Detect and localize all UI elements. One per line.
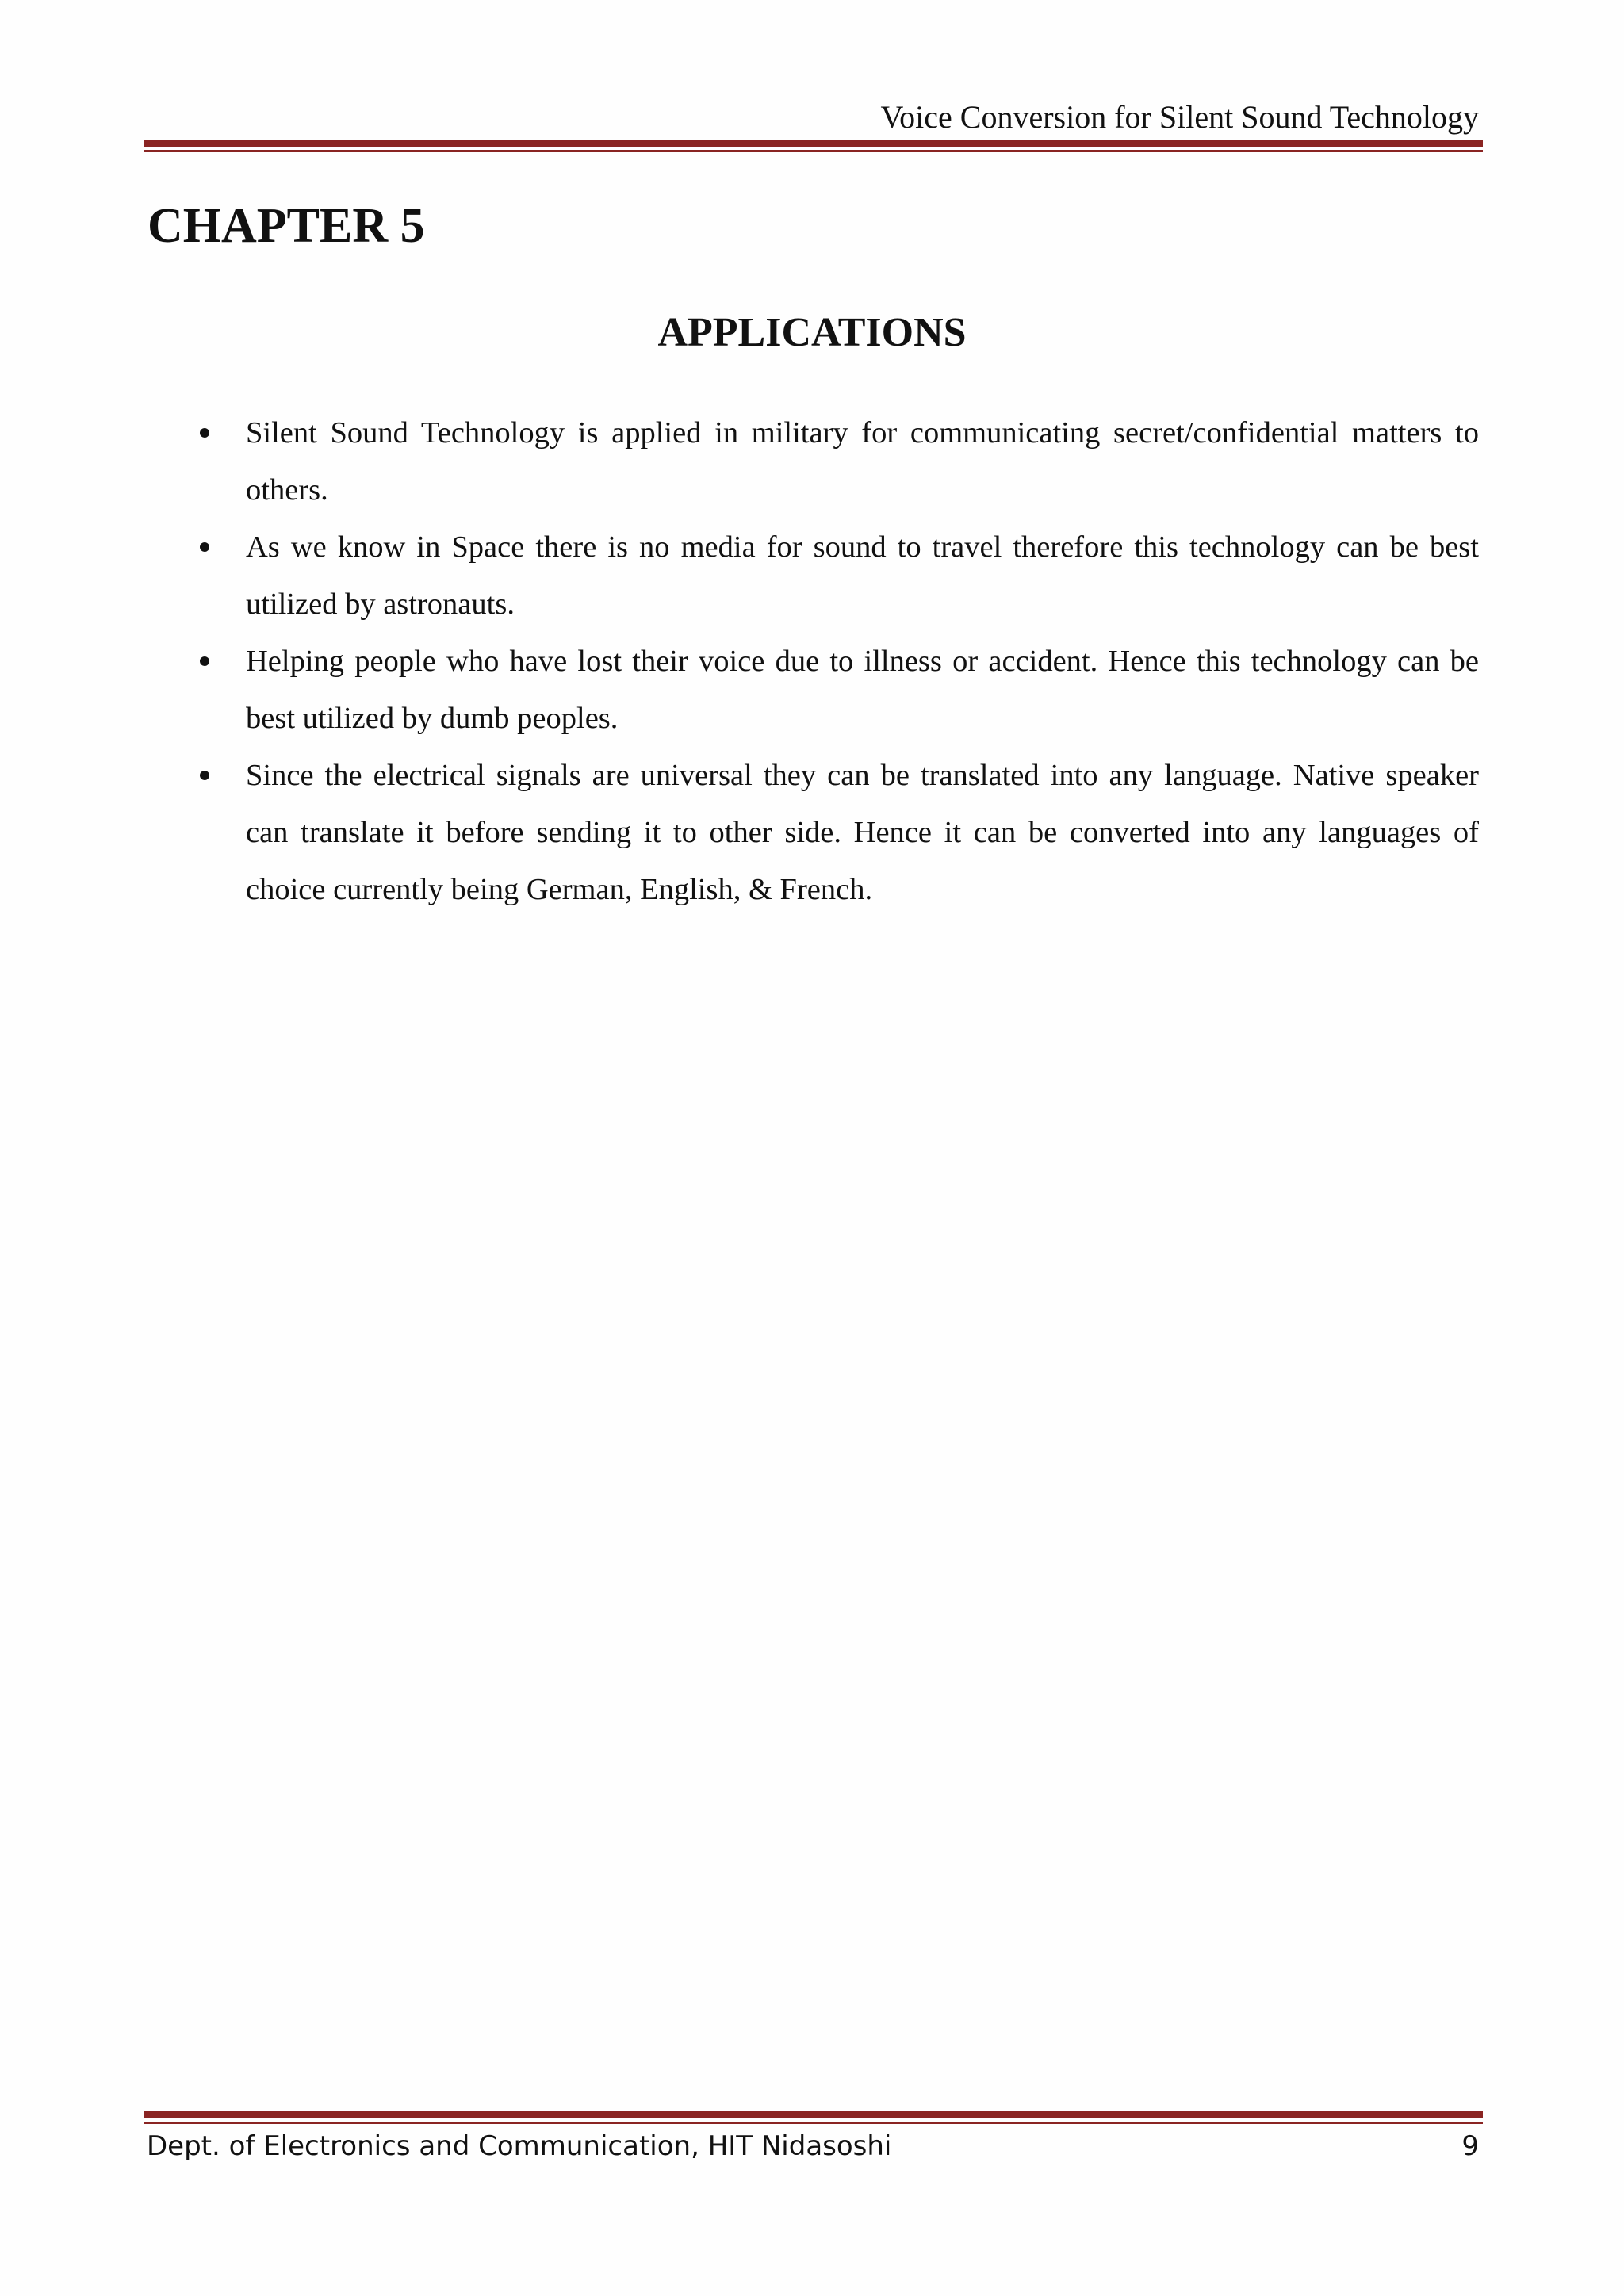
chapter-title: APPLICATIONS (657, 310, 967, 355)
list-item-text: Since the electrical signals are universal they can be translated into any language. Native speaker can translate it before sending it to other side. Hence it can be converted into any languages of choice currently being German, English, & French. (246, 759, 1479, 906)
header-rule-thick-line (144, 140, 1483, 147)
header-rule-thin-line (144, 150, 1483, 152)
footer-rule-thick-line (144, 2111, 1483, 2118)
footer-rule (144, 2111, 1483, 2124)
bullet-icon (200, 656, 209, 666)
bullet-icon (200, 771, 209, 780)
bullet-icon (200, 542, 209, 552)
footer-rule-thin-line (144, 2122, 1483, 2124)
list-item (246, 633, 1479, 747)
header-rule (144, 140, 1483, 152)
applications-list (246, 404, 1479, 918)
page-number: 9 (1461, 2130, 1479, 2162)
list-item-text: As we know in Space there is no media for sound to travel therefore this technology can be best utilized by astronauts. (246, 530, 1479, 621)
footer-department: Dept. of Electronics and Communication, HIT Nidasoshi (147, 2130, 892, 2162)
list-item (246, 404, 1479, 519)
list-item-text: Helping people who have lost their voice due to illness or accident. Hence this technology can be best utilized by dumb peoples. (246, 645, 1479, 735)
list-item-text: Silent Sound Technology is applied in military for communicating secret/confidential matters to others. (246, 416, 1479, 507)
bullet-icon (200, 428, 209, 438)
list-item (246, 747, 1479, 918)
running-header-title: Voice Conversion for Silent Sound Technology (880, 99, 1479, 135)
list-item (246, 519, 1479, 633)
chapter-number: CHAPTER 5 (147, 199, 425, 253)
